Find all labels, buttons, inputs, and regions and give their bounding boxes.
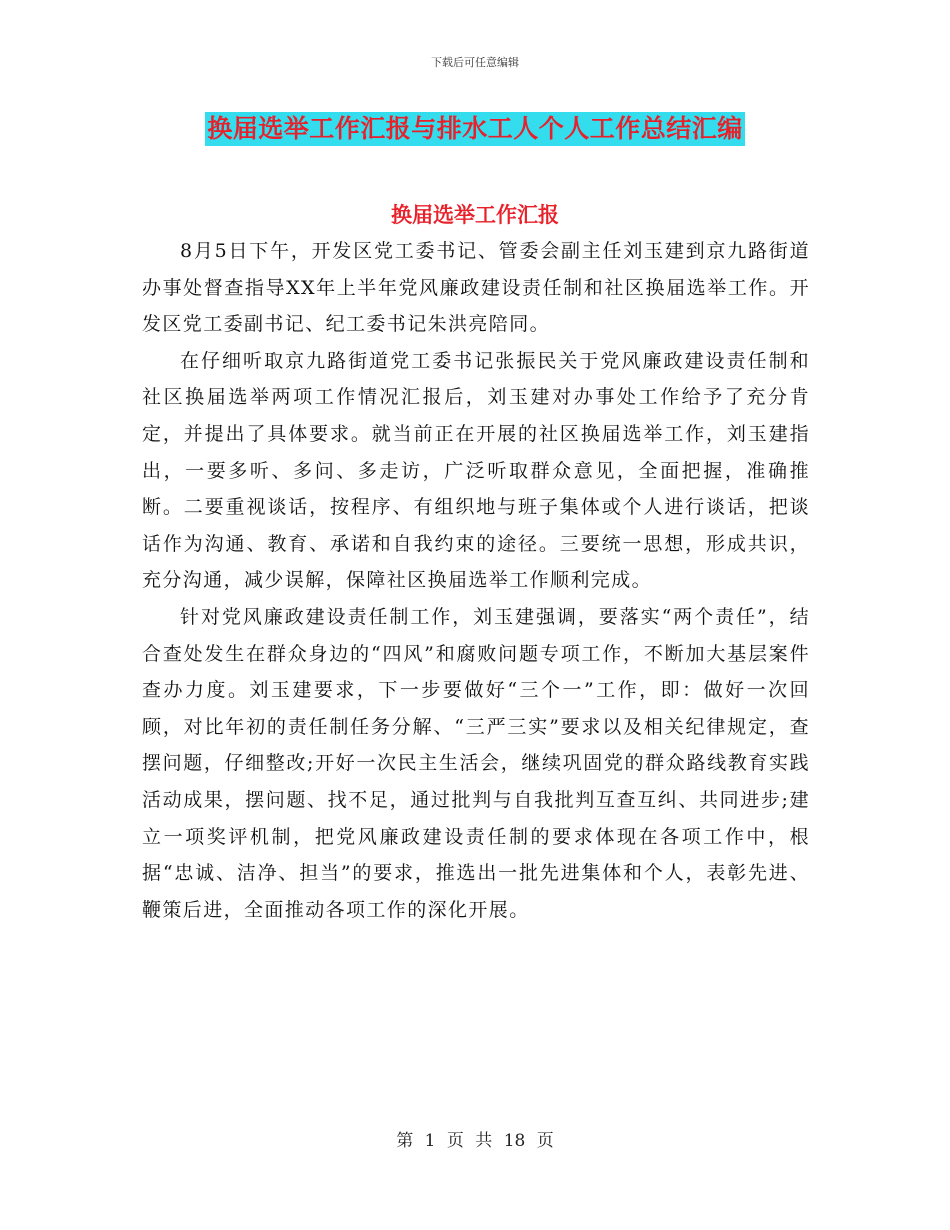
document-body (142, 233, 810, 928)
paragraph: 在仔细听取京九路街道党工委书记张振民关于党风廉政建设责任制和社区换届选举两项工作情况汇报后，刘玉建对办事处工作给予了充分肯定，并提出了具体要求。就当前正在开展的社区换届选举工作，刘玉建指出，一要多听、多问、多走访，广泛听取群众意见，全面把握，准确推断。二要重视谈话，按程序、有组织地与班子集体或个人进行谈话，把谈话作为沟通、教育、承诺和自我约束的途径。三要统一思想，形成共识，充分沟通，减少误解，保障社区换届选举工作顺利完成。 (142, 349, 810, 592)
header-note: 下载后可任意编辑 (431, 56, 519, 69)
paragraph: 8月5日下午，开发区党工委书记、管委会副主任刘玉建到京九路街道办事处督查指导XX年上半年党风廉政建设责任制和社区换届选举工作。开发区党工委副书记、纪工委书记朱洪亮陪同。 (142, 240, 810, 336)
document-title-container (0, 112, 950, 146)
paragraph: 针对党风廉政建设责任制工作，刘玉建强调，要落实“两个责任”，结合查处发生在群众身边的“四风”和腐败问题专项工作，不断加大基层案件查办力度。刘玉建要求，下一步要做好“三个一”工作，即：做好一次回顾，对比年初的责任制任务分解、“三严三实”要求以及相关纪律规定，查摆问题，仔细整改;开好一次民主生活会，继续巩固党的群众路线教育实践活动成果，摆问题、找不足，通过批判与自我批判互查互纠、共同进步;建立一项奖评机制，把党风廉政建设责任制的要求体现在各项工作中，根据“忠诚、洁净、担当”的要求，推选出一批先进集体和个人，表彰先进、鞭策后进，全面推动各项工作的深化开展。 (142, 605, 810, 921)
section-title: 换届选举工作汇报 (391, 202, 559, 227)
page-number-footer: 第 1 页 共 18 页 (396, 1131, 554, 1151)
document-title: 换届选举工作汇报与排水工人个人工作总结汇编 (205, 112, 745, 146)
